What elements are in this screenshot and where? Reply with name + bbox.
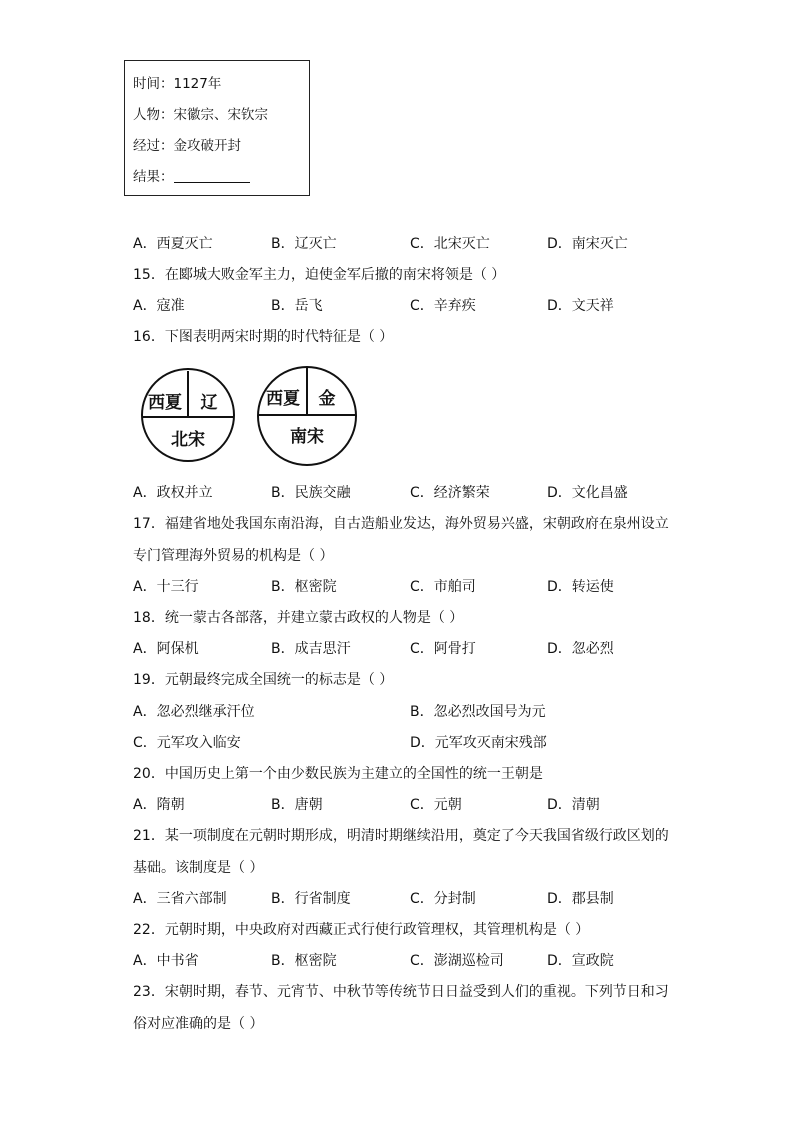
- q21-option-a[interactable]: A．三省六部制: [133, 891, 227, 907]
- q20-option-b[interactable]: B．唐朝: [271, 797, 323, 813]
- q22-stem: 22．元朝时期，中央政府对西藏正式行使行政管理权，其管理机构是（ ）: [133, 922, 590, 938]
- q21-stem-line1: 21．某一项制度在元朝时期形成，明清时期继续沿用，奠定了今天我国省级行政区划的: [133, 828, 669, 844]
- circle2-bottom-label: 南宋: [290, 427, 324, 447]
- circle-northern-song: [142, 369, 234, 461]
- circle2-left-label: 西夏: [266, 389, 300, 409]
- q15-option-d[interactable]: D．文天祥: [547, 298, 614, 314]
- q15-option-a[interactable]: A．寇准: [133, 298, 185, 314]
- q14-option-b[interactable]: B．辽灭亡: [271, 236, 337, 252]
- q18-stem: 18．统一蒙古各部落，并建立蒙古政权的人物是（ ）: [133, 610, 464, 626]
- q17-stem-line1: 17．福建省地处我国东南沿海，自古造船业发达，海外贸易兴盛，宋朝政府在泉州设立: [133, 516, 669, 532]
- circle1-left-label: 西夏: [148, 393, 182, 413]
- q21-stem-line2: 基础。该制度是（ ）: [133, 860, 264, 876]
- q17-option-c[interactable]: C．市舶司: [410, 579, 476, 595]
- q15-option-b[interactable]: B．岳飞: [271, 298, 323, 314]
- q19-stem: 19．元朝最终完成全国统一的标志是（ ）: [133, 672, 394, 688]
- q16-stem: 16．下图表明两宋时期的时代特征是（ ）: [133, 329, 394, 345]
- info-box: [124, 60, 310, 196]
- q23-stem-line1: 23．宋朝时期，春节、元宵节、中秋节等传统节日日益受到人们的重视。下列节日和习: [133, 984, 669, 1000]
- circle1-right-label: 辽: [200, 393, 218, 413]
- q15-stem: 15．在郾城大败金军主力，迫使金军后撤的南宋将领是（ ）: [133, 267, 506, 283]
- q18-option-b[interactable]: B．成吉思汗: [271, 641, 351, 657]
- q19-option-a[interactable]: A．忽必烈继承汗位: [133, 704, 255, 720]
- q18-option-a[interactable]: A．阿保机: [133, 641, 199, 657]
- q15-option-c[interactable]: C．辛弃疾: [410, 298, 476, 314]
- q17-option-a[interactable]: A．十三行: [133, 579, 199, 595]
- q22-option-b[interactable]: B．枢密院: [271, 953, 337, 969]
- circle1-bottom-label: 北宋: [171, 430, 205, 450]
- song-period-diagram: [141, 363, 361, 469]
- box-result-label: 结果：: [133, 169, 174, 185]
- q14-option-c[interactable]: C．北宋灭亡: [410, 236, 490, 252]
- circle2-right-label: 金: [318, 389, 336, 409]
- q16-option-c[interactable]: C．经济繁荣: [410, 485, 490, 501]
- q20-stem: 20．中国历史上第一个由少数民族为主建立的全国性的统一王朝是: [133, 766, 543, 782]
- q22-option-a[interactable]: A．中书省: [133, 953, 199, 969]
- q17-stem-line2: 专门管理海外贸易的机构是（ ）: [133, 548, 334, 564]
- q17-option-b[interactable]: B．枢密院: [271, 579, 337, 595]
- q21-option-c[interactable]: C．分封制: [410, 891, 476, 907]
- answer-blank[interactable]: [174, 166, 250, 183]
- q19-option-d[interactable]: D．元军攻灭南宋残部: [410, 735, 547, 751]
- box-process: 经过：金攻破开封: [133, 138, 241, 154]
- q16-option-a[interactable]: A．政权并立: [133, 485, 213, 501]
- q14-option-d[interactable]: D．南宋灭亡: [547, 236, 628, 252]
- q22-option-d[interactable]: D．宣政院: [547, 953, 614, 969]
- q14-option-a[interactable]: A．西夏灭亡: [133, 236, 213, 252]
- q16-option-b[interactable]: B．民族交融: [271, 485, 351, 501]
- q18-option-c[interactable]: C．阿骨打: [410, 641, 476, 657]
- q17-option-d[interactable]: D．转运使: [547, 579, 614, 595]
- q23-stem-line2: 俗对应准确的是（ ）: [133, 1016, 264, 1032]
- q18-option-d[interactable]: D．忽必烈: [547, 641, 614, 657]
- q21-option-b[interactable]: B．行省制度: [271, 891, 351, 907]
- circle-southern-song: [258, 367, 356, 465]
- q22-option-c[interactable]: C．澎湖巡检司: [410, 953, 504, 969]
- q20-option-d[interactable]: D．清朝: [547, 797, 600, 813]
- q20-option-c[interactable]: C．元朝: [410, 797, 462, 813]
- q16-option-d[interactable]: D．文化昌盛: [547, 485, 628, 501]
- q20-option-a[interactable]: A．隋朝: [133, 797, 185, 813]
- q19-option-b[interactable]: B．忽必烈改国号为元: [410, 704, 546, 720]
- box-person: 人物：宋徽宗、宋钦宗: [133, 107, 268, 123]
- q21-option-d[interactable]: D．郡县制: [547, 891, 614, 907]
- q19-option-c[interactable]: C．元军攻入临安: [133, 735, 241, 751]
- box-time: 时间：1127年: [133, 76, 222, 92]
- box-result: [133, 164, 309, 195]
